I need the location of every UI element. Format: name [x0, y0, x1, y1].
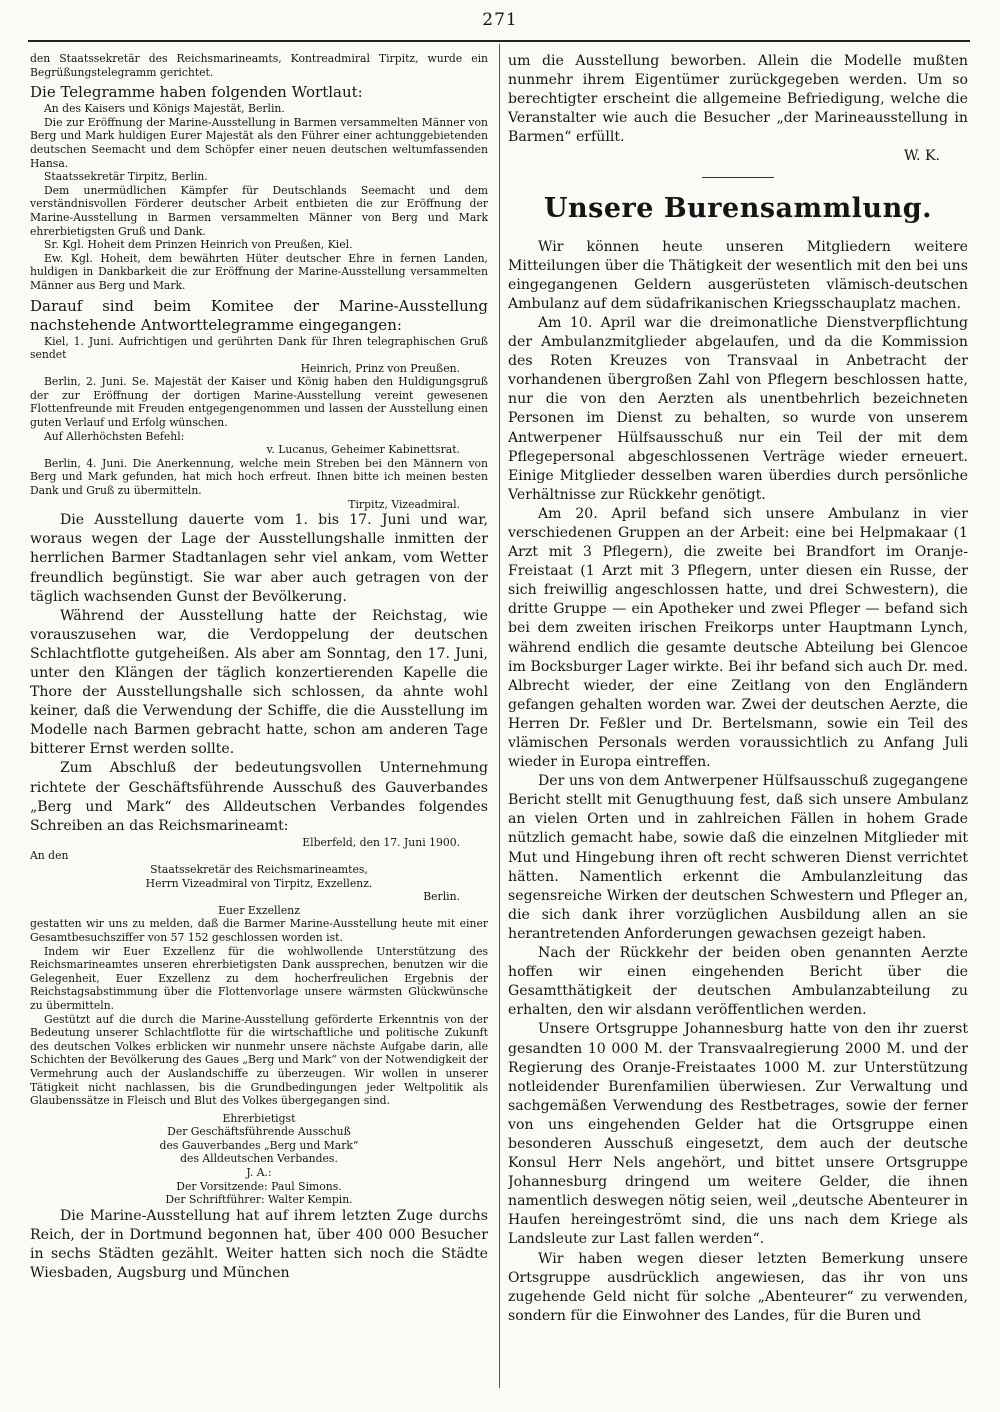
- letter-city: Berlin.: [423, 890, 460, 904]
- article-paragraph: Der uns von dem Antwerpener Hülfsausschuß zugegangene Bericht stellt mit Genugthuung fest, daß sich unsere Ambulanz an vielen Orten und in zahlreichen Fällen in hohem Grade nützlich gemacht habe, sowie daß die einzelnen Mitglieder mit Mut und Hingebung ihren oft recht schweren Dienst verrichtet hätten. Namentlich erkennt die Ambulanzleitung das segensreiche Wirken der deutschen Schwestern und Pfleger an, die sich dank ihrer vorzüglichen Ausbildung allen an sie herantretenden Anforderungen gewachsen gezeigt haben.: [508, 773, 968, 942]
- answer-telegram: Kiel, 1. Juni. Aufrichtigen und gerührten Dank für Ihren telegraphischen Gruß sendet: [30, 334, 488, 362]
- letter-paragraph: Indem wir Euer Exzellenz für die wohlwollende Unterstützung des Reichsmarineamtes unseren ehrerbietigsten Dank aussprechen, benutzen wir die Gelegenheit, Euer Exzellenz zu dem hocherfreulichen Ergebnis der Reichstagsabstimmung über die Flottenvorlage unsere wärmsten Glückwünsche zu übermitteln.: [30, 944, 488, 1012]
- letter-closing: Der Geschäftsführende Ausschuß: [167, 1125, 351, 1139]
- page-number: 271: [482, 10, 518, 30]
- telegram-text: Die zur Eröffnung der Marine-Ausstellung in Barmen versammelten Männer von Berg und Mark huldigen Eurer Majestät als den Führer einer achtunggebietenden deutschen Seemacht und dem Schöpfer einer neuen deutschen weltumfassenden Hansa.: [30, 115, 488, 170]
- letter-address-line: Staatssekretär des Reichsmarineamtes,: [150, 863, 368, 876]
- letter-salutation: Euer Exzellenz: [218, 903, 300, 917]
- telegram-address: Staatssekretär Tirpitz, Berlin.: [44, 170, 208, 184]
- left-column: [30, 52, 488, 1392]
- continued-paragraph: um die Ausstellung beworben. Allein die Modelle mußten nunmehr ihrem Eigentümer zurückgegeben werden. Um so berechtigter erscheint die allgemeine Befriedigung, welche die Veranstalter wie auch die Besucher „der Marineausstellung in Barmen“ erfüllt.: [508, 53, 968, 146]
- letter-paragraph: Gestützt auf die durch die Marine-Ausstellung geförderte Erkenntnis von der Bedeutung unserer Schlachtflotte für die wirtschaftliche und politische Zukunft des deutschen Volkes erblicken wir nunmehr unsere nächste Aufgabe darin, alle Schichten der Bevölkerung des Gaues „Berg und Mark“ von der Notwendigkeit der Vermehrung auch der Auslandschiffe zu überzeugen. Wir wollen in unserer Tätigkeit nicht nachlassen, bis die Grundbedingungen jeder Weltpolitik als Glaubenssätze in Fleisch und Blut des Volkes übergegangen sind.: [30, 1012, 488, 1108]
- letter-ia: J. A.:: [246, 1166, 272, 1180]
- header-rule: [28, 40, 970, 42]
- intro-paragraph: den Staatssekretär des Reichsmarineamts, Kontreadmiral Tirpitz, wurde ein Begrüßungstelegramm gerichtet.: [30, 52, 488, 79]
- article-paragraph: Wir können heute unseren Mitgliedern weitere Mitteilungen über die Thätigkeit der wesentlich mit den bei uns eingegangenen Geldern ausgerüsteten vlämisch-deutschen Ambulanz auf dem südafrikanischen Kriegsschauplatz machen.: [508, 238, 968, 312]
- answer-signature: Tirpitz, Vizeadmiral.: [348, 497, 460, 511]
- answer-signature: v. Lucanus, Geheimer Kabinettsrat.: [266, 443, 460, 457]
- letter-signature-block: [30, 1112, 488, 1207]
- letter-closing: des Gauverbandes „Berg und Mark“: [159, 1138, 359, 1152]
- letter-secretary: Der Schriftführer: Walter Kempin.: [165, 1193, 353, 1207]
- telegram-text: Dem unermüdlichen Kämpfer für Deutschlands Seemacht und dem verständnisvollen Förderer deutscher Arbeit entbieten die zur Eröffnung der Marine-Ausstellung in Barmen versammelten Männer von Berg und Mark ehrerbietigsten Gruß und Dank.: [30, 183, 488, 238]
- exhibition-tour-paragraph: Die Marine-Ausstellung hat auf ihrem letzten Zuge durchs Reich, der in Dortmund begonnen hat, über 400 000 Besucher in sechs Städten gezählt. Weiter hatten sich noch die Städte Wiesbaden, Augsburg und München: [30, 1207, 488, 1282]
- telegrams-heading: Die Telegramme haben folgenden Wortlaut:: [30, 83, 363, 102]
- answer-telegram: Berlin, 2. Juni. Se. Majestät der Kaiser und König haben den Huldigungsgruß der zur Eröffnung der dortigen Marine-Ausstellung vereint gewesenen Flottenfreunde mit Freuden entgegengenommen und lassen der Ausstellung einen guten Verlauf und Erfolg wünschen.: [30, 375, 488, 430]
- answers-heading: Darauf sind beim Komitee der Marine-Ausstellung nachstehende Antworttelegramme eingegangen:: [30, 296, 488, 334]
- article-paragraph: Wir haben wegen dieser letzten Bemerkung unsere Ortsgruppe ausdrücklich angewiesen, das ihr von uns zugehende Geld nicht für solche „Abenteurer“ zu verwenden, sondern für die Einwohner des Landes, für die Buren und: [508, 1250, 968, 1324]
- letter-paragraph: gestatten wir uns zu melden, daß die Barmer Marine-Ausstellung heute mit einer Gesamtbesuchsziffer von 57 152 geschlossen worden ist.: [30, 917, 488, 944]
- column-divider: [499, 44, 500, 1388]
- author-signature: W. K.: [904, 148, 940, 165]
- answer-telegram: Berlin, 4. Juni. Die Anerkennung, welche mein Streben bei den Männern von Berg und Mark gefunden, hat mich hoch erfreut. Ihnen bitte ich meinen besten Dank und Gruß zu übermitteln.: [30, 456, 488, 498]
- letter-chair: Der Vorsitzende: Paul Simons.: [176, 1179, 342, 1193]
- letter-closing: des Alldeutschen Verbandes.: [180, 1152, 338, 1166]
- telegram-text: Ew. Kgl. Hoheit, dem bewährten Hüter deutscher Ehre in fernen Landen, huldigen in Dankbarkeit die zur Eröffnung der Marine-Ausstellung versammelten Männer aus Berg und Mark.: [30, 251, 488, 292]
- article-paragraph: Am 20. April befand sich unsere Ambulanz in vier verschiedenen Gruppen an der Arbeit: eine bei Helpmakaar (1 Arzt mit 3 Pflegern), die zweite bei Brandfort im Oranje-Freistaat (1 Arzt mit 3 Pflegern, unter diesen ein Russe, der sich freiwillig angeschlossen hatte, und drei Schwestern), die dritte Gruppe — ein Apotheker und zwei Pfleger — befand sich bei dem zweiten irischen Freikorps unter Hauptmann Lynch, während endlich die gesamte deutsche Abteilung bei Glencoe im Bocksburger Lager wirkte. Bei ihr befand sich auch Dr. med. Albrecht wieder, der eine Zeitlang von den Engländern gefangen gehalten worden war. Zwei der deutschen Aerzte, die Herren Dr. Feßler und Dr. Bertelsmann, sowie ein Teil des vlämischen Personals werden voraussichtlich zu Anfang Juli wieder in Europa eintreffen.: [508, 505, 968, 771]
- committee-letter-intro: Zum Abschluß der bedeutungsvollen Unternehmung richtete der Geschäftsführende Ausschuß des Gauverbandes „Berg und Mark“ des Alldeutschen Verbandes folgendes Schreiben an das Reichsmarineamt:: [30, 760, 488, 834]
- answer-order: Auf Allerhöchsten Befehl:: [44, 429, 185, 443]
- article-paragraph: Unsere Ortsgruppe Johannesburg hatte von den ihr zuerst gesandten 10 000 M. der Transvaalregierung 2000 M. und der Regierung des Oranje-Freistaates 1000 M. zur Unterstützung notleidender Burenfamilien überwiesen. Zur Verwaltung und sachgemäßen Verwendung des Restbetrages, sowie der ferner von uns eingehenden Gelder hat die Ortsgruppe einen besonderen Ausschuß eingesetzt, dem auch der deutsche Konsul Herr Nels angehört, und bittet unsere Ortsgruppe Johannesburg dringend um weitere Gelder, die ihnen namentlich deswegen nötig seien, weil „deutsche Abenteurer in Haufen hereingeströmt sind, die uns nach dem Kriege als Landsleute zur Last fallen werden“.: [508, 1021, 968, 1248]
- letter-address-line: Herrn Vizeadmiral von Tirpitz, Exzellenz.: [145, 876, 373, 890]
- article-paragraph: Nach der Rückkehr der beiden oben genannten Aerzte hoffen wir einen eingehenden Bericht über die Gesamtthätigkeit der deutschen Ambulanzabteilung zu erhalten, den wir alsdann veröffentlichen werden.: [508, 945, 968, 1019]
- right-column: [508, 52, 968, 1392]
- article-paragraph: Am 10. April war die dreimonatliche Dienstverpflichtung der Ambulanzmitglieder abgelaufen, und da die Kommission des Roten Kreuzes von Transvaal in Anbetracht der vorhandenen übergroßen Zahl von Pflegern beschlossen hatte, nur die von den Aerzten als unentbehrlich bezeichneten Personen im Dienst zu behalten, so wurde von unserem Antwerpener Hülfsausschuß nur ein Teil der mit dem Pflegepersonal abgeschlossenen Verträge wieder erneuert. Einige Mitglieder desselben waren überdies durch persönliche Verhältnisse zur Rückkehr genötigt.: [508, 314, 968, 503]
- answer-signature: Heinrich, Prinz von Preußen.: [300, 361, 460, 375]
- reichstag-paragraph: Während der Ausstellung hatte der Reichstag, wie vorauszusehen war, die Verdoppelung der deutschen Schlachtflotte gutgeheißen. Als aber am Sonntag, den 17. Juni, unter den Klängen der täglich konzertierenden Kapelle die Thore der Ausstellungshalle sich schlossen, da ahnte wohl keiner, daß die Verwendung der Schiffe, die die Ausstellung im Modelle nach Barmen gebracht hatte, schon am anderen Tage bitterer Ernst werden sollte.: [30, 607, 488, 758]
- exhibition-duration-paragraph: Die Ausstellung dauerte vom 1. bis 17. Juni und war, woraus wegen der Lage der Ausstellungshalle inmitten der herrlichen Barmer Stadtanlagen sehr viel ankam, vom Wetter freundlich begünstigt. Sie war aber auch getragen von der täglich wachsenden Gunst der Bevölkerung.: [30, 512, 488, 605]
- section-divider: [702, 177, 774, 178]
- telegram-address: Sr. Kgl. Hoheit dem Prinzen Heinrich von Preußen, Kiel.: [44, 238, 353, 252]
- telegram-address: An des Kaisers und Königs Majestät, Berlin.: [44, 102, 285, 116]
- letter-closing: Ehrerbietigst: [222, 1111, 296, 1125]
- letter-to: An den: [30, 849, 69, 863]
- letter-date: Elberfeld, den 17. Juni 1900.: [302, 835, 460, 849]
- article-title: Unsere Burensammlung.: [544, 192, 932, 224]
